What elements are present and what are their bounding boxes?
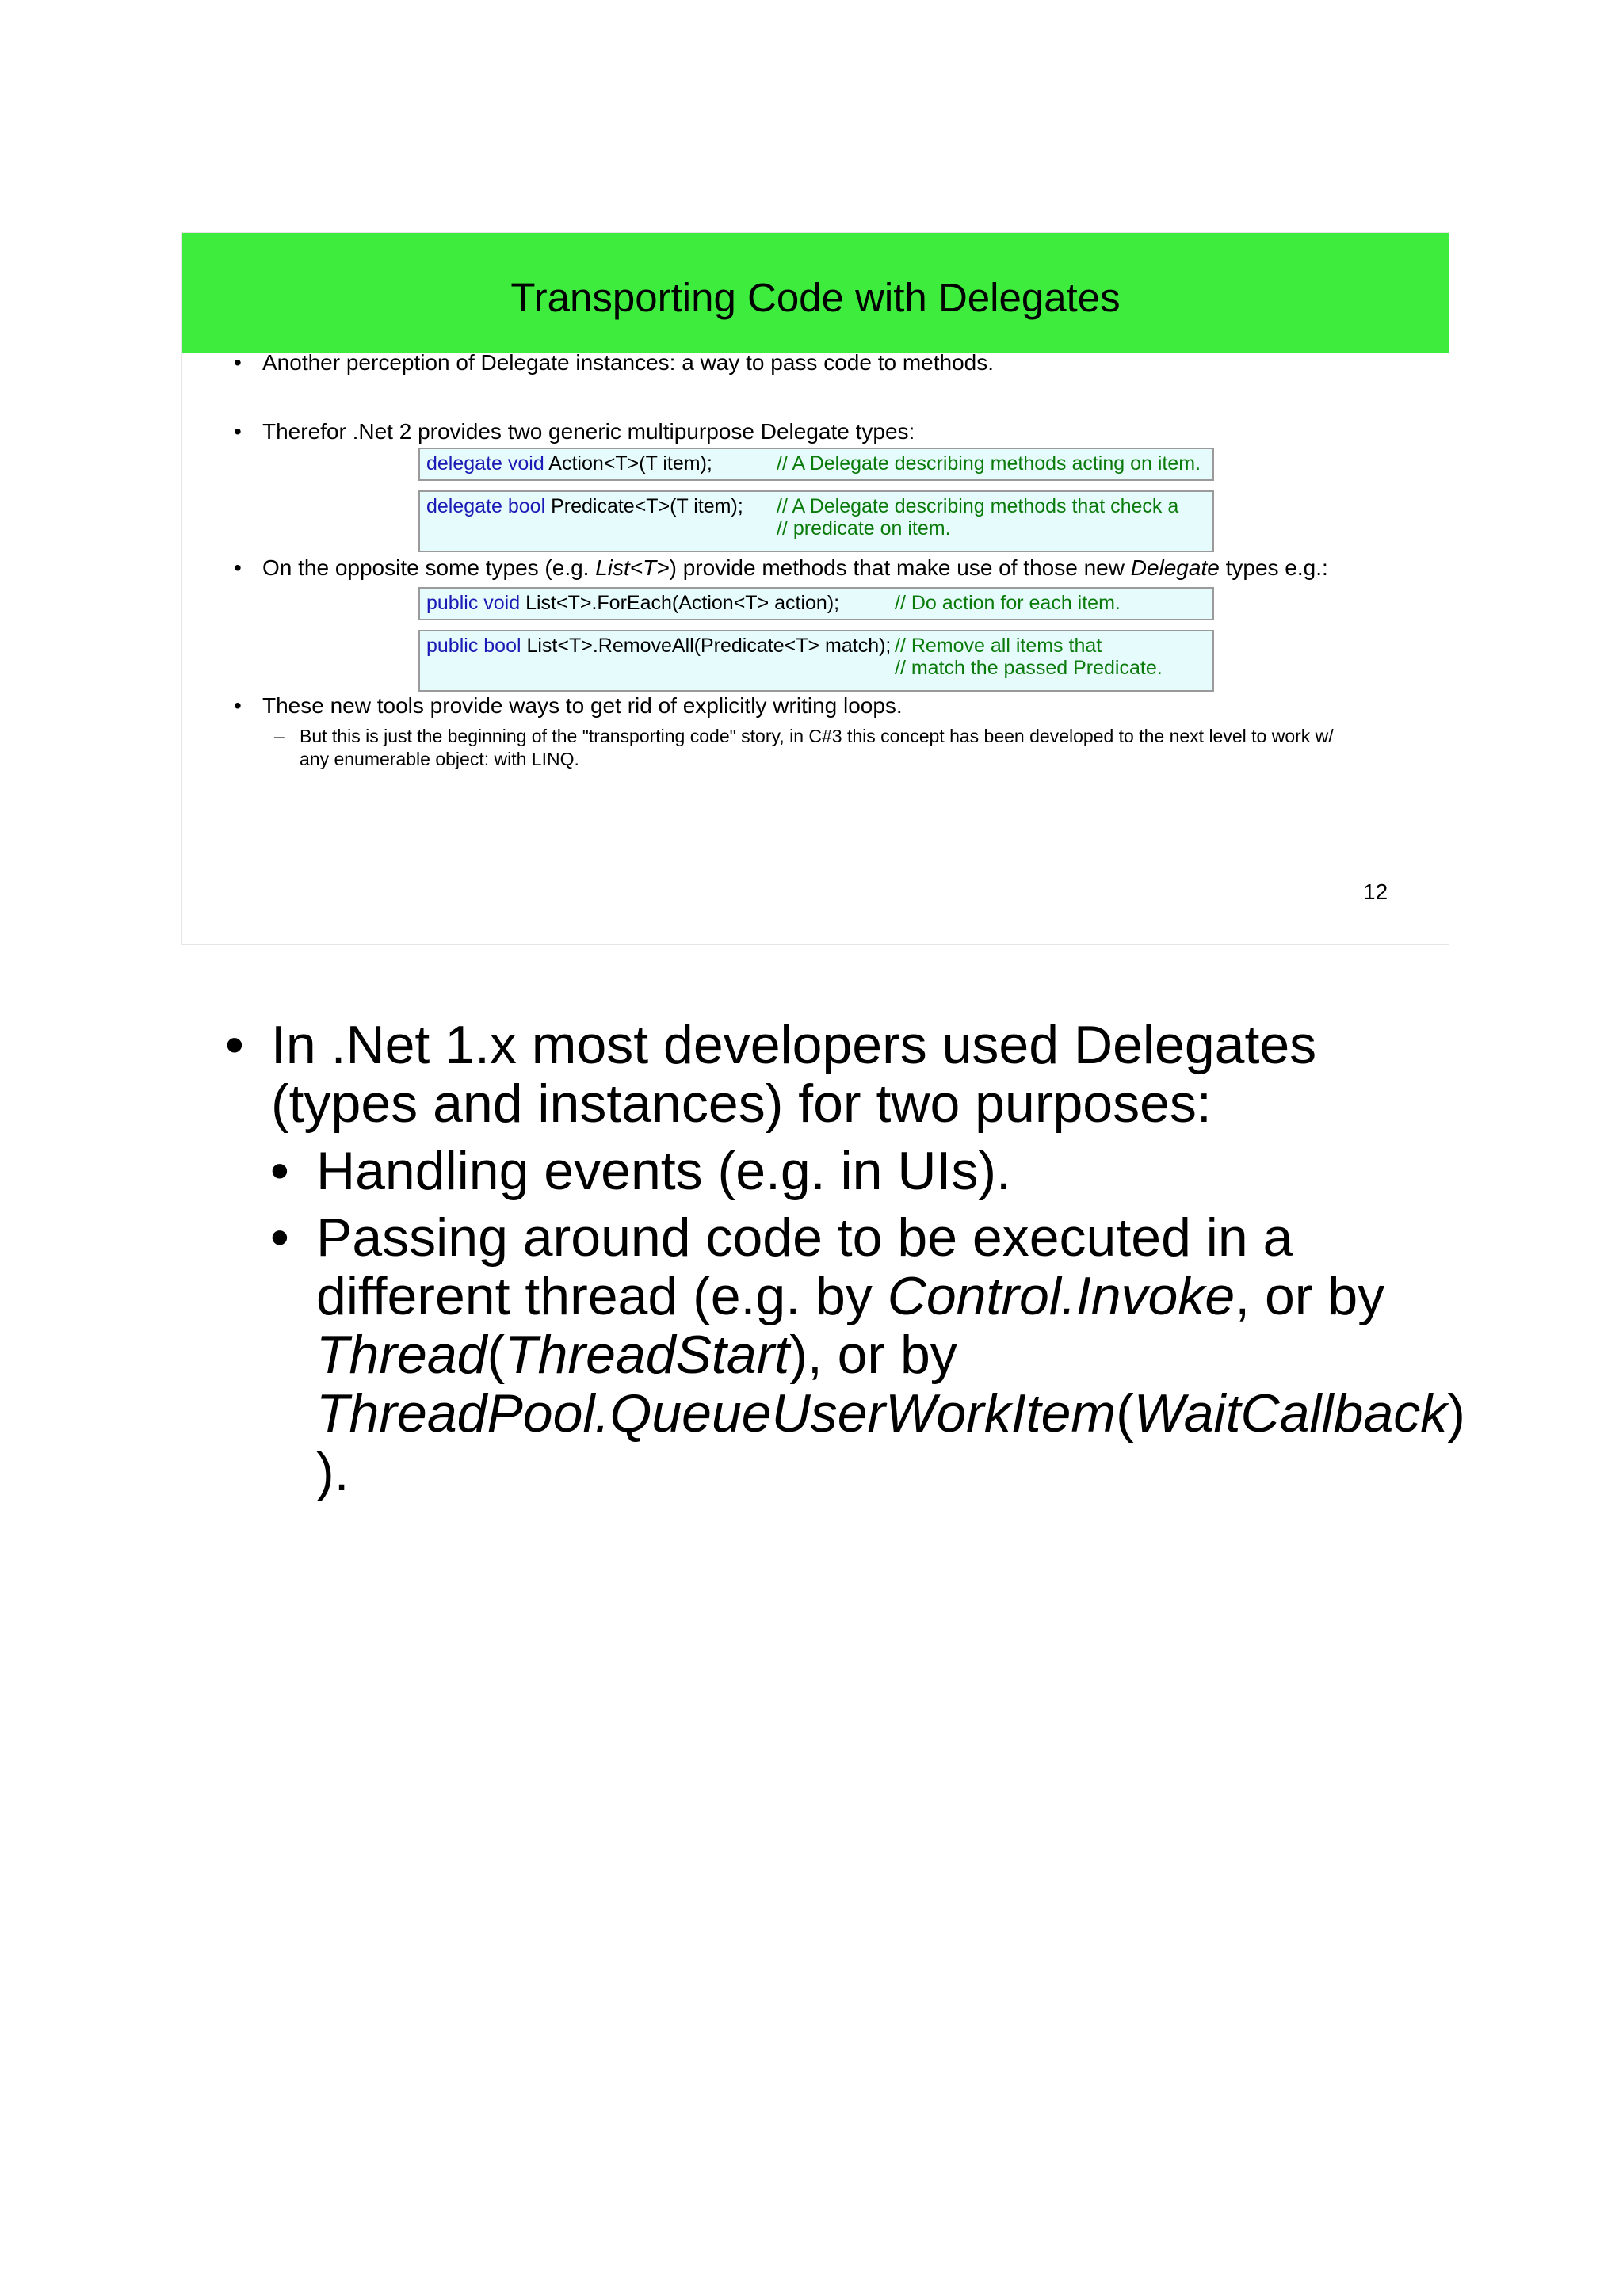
code-box-foreach bbox=[418, 587, 1214, 620]
page-number: 12 bbox=[1363, 879, 1388, 904]
bullet-dot: • bbox=[234, 350, 242, 375]
slide-header bbox=[182, 233, 1449, 353]
notes-bullet-dot: • bbox=[270, 1141, 289, 1201]
sub-bullet-dash: – bbox=[274, 726, 285, 746]
notes-bullet-dot: • bbox=[270, 1207, 289, 1268]
bullet-dot: • bbox=[234, 419, 242, 444]
code-box-action bbox=[418, 448, 1214, 481]
notes-bullet-dot: • bbox=[225, 1015, 244, 1075]
bullet-dot: • bbox=[234, 693, 242, 718]
code-line: delegate bool Predicate<T>(T item); bbox=[426, 495, 743, 517]
code-box-removeall bbox=[418, 630, 1214, 692]
code-line: public void List<T>.ForEach(Action<T> action); bbox=[426, 592, 840, 614]
bullet-2: • Therefor .Net 2 provides two generic multipurpose Delegate types: bbox=[234, 419, 915, 444]
code-line: delegate void Action<T>(T item); bbox=[426, 452, 712, 475]
notes-bullet-1: • In .Net 1.x most developers used Delegates (types and instances) for two purposes: bbox=[225, 1015, 1317, 1134]
bullet-1: • Another perception of Delegate instances: a way to pass code to methods. bbox=[234, 350, 995, 375]
bullet-3: • On the opposite some types (e.g. List<T>) provide methods that make use of those new Delegate types e.g.: bbox=[234, 555, 1328, 580]
code-comment: // A Delegate describing methods that check a // predicate on item. bbox=[777, 495, 1179, 540]
sub-bullet: – But this is just the beginning of the "transporting code" story, in C#3 this concept has been developed to the next level to work w/ any enumerable object: with LINQ. bbox=[274, 726, 1334, 769]
notes-sub-bullet-1: • Handling events (e.g. in UIs). bbox=[270, 1141, 1011, 1201]
code-comment: // Remove all items that // match the passed Predicate. bbox=[895, 635, 1163, 679]
code-comment: // Do action for each item. bbox=[895, 592, 1121, 614]
bullet-4: • These new tools provide ways to get rid of explicitly writing loops. bbox=[234, 693, 903, 718]
code-comment: // A Delegate describing methods acting on item. bbox=[777, 452, 1201, 475]
code-line: public bool List<T>.RemoveAll(Predicate<T> match); bbox=[426, 635, 892, 657]
code-box-predicate bbox=[418, 490, 1214, 552]
slide-title: Transporting Code with Delegates bbox=[510, 275, 1121, 320]
slide bbox=[181, 232, 1449, 945]
notes-sub-bullet-2: • Passing around code to be executed in a different thread (e.g. by Control.Invoke, or by Thread(ThreadStart), or by ThreadPool.QueueUserWorkItem(WaitCallback) ). bbox=[270, 1207, 1465, 1502]
bullet-dot: • bbox=[234, 555, 242, 580]
